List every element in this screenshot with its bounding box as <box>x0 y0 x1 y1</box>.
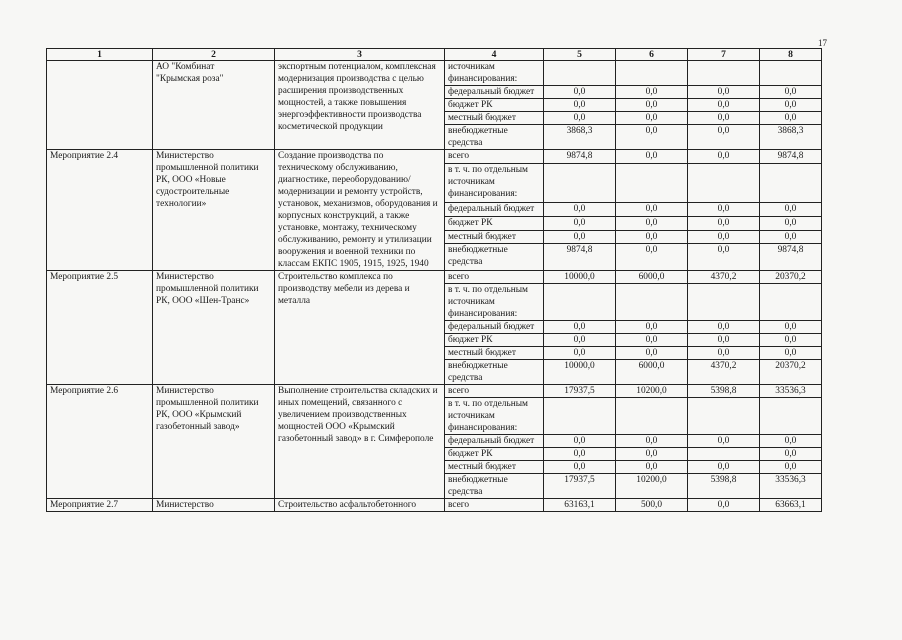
funding-source-label: бюджет РК <box>445 334 544 347</box>
value-cell-7: 5398,8 <box>688 474 760 499</box>
value-cell-8: 0,0 <box>760 216 822 230</box>
funding-source-label: местный бюджет <box>445 347 544 360</box>
funding-source-label: всего <box>445 385 544 398</box>
funding-source-label: всего <box>445 499 544 512</box>
value-cell-5: 3868,3 <box>544 125 616 150</box>
value-cell-6: 0,0 <box>616 216 688 230</box>
value-cell-5: 0,0 <box>544 112 616 125</box>
table-row <box>47 271 822 284</box>
value-cell-5 <box>544 398 616 435</box>
value-cell-7: 0,0 <box>688 334 760 347</box>
value-cell-6: 0,0 <box>616 230 688 244</box>
value-cell-5 <box>544 284 616 321</box>
description-cell: Выполнение строительства складских и иных помещений, связанного с увеличением производственных мощностей ООО «Крымский газобетонный завод» в г. Симферополе <box>275 385 445 499</box>
value-cell-8: 0,0 <box>760 321 822 334</box>
value-cell-7: 0,0 <box>688 499 760 512</box>
value-cell-8: 0,0 <box>760 112 822 125</box>
activity-cell <box>47 61 153 150</box>
value-cell-5: 0,0 <box>544 321 616 334</box>
value-cell-5: 9874,8 <box>544 150 616 164</box>
executor-cell: Министерство промышленной политики РК, ООО «Крымский газобетонный завод» <box>153 385 275 499</box>
value-cell-8: 0,0 <box>760 435 822 448</box>
value-cell-6: 6000,0 <box>616 271 688 284</box>
description-cell: Строительство асфальтобетонного <box>275 499 445 512</box>
value-cell-8: 20370,2 <box>760 271 822 284</box>
value-cell-6 <box>616 61 688 86</box>
funding-source-label: источникам финансирования: <box>445 61 544 86</box>
value-cell-7 <box>688 284 760 321</box>
value-cell-5: 0,0 <box>544 230 616 244</box>
value-cell-5: 0,0 <box>544 347 616 360</box>
header-col-3: 3 <box>275 49 445 61</box>
table-row <box>47 61 822 86</box>
value-cell-8: 0,0 <box>760 461 822 474</box>
value-cell-8 <box>760 61 822 86</box>
value-cell-7: 0,0 <box>688 230 760 244</box>
description-cell: Создание производства по техническому обслуживанию, диагностике, переоборудованию/модернизации и ремонту устройств, установок, механизмов, оборудования и корпусных конструкций, а также установке, монтажу, техническому обслуживанию, ремонту и утилизации вооружения и военной техники по классам ЕКПС 1905, 1915, 1925, 1940 <box>275 150 445 271</box>
funding-table <box>46 48 822 512</box>
value-cell-7: 5398,8 <box>688 385 760 398</box>
value-cell-8: 0,0 <box>760 99 822 112</box>
value-cell-8 <box>760 284 822 321</box>
value-cell-8: 0,0 <box>760 334 822 347</box>
funding-source-label: внебюджетные средства <box>445 125 544 150</box>
value-cell-8: 20370,2 <box>760 360 822 385</box>
value-cell-5: 17937,5 <box>544 474 616 499</box>
value-cell-6: 0,0 <box>616 321 688 334</box>
activity-cell: Мероприятие 2.6 <box>47 385 153 499</box>
value-cell-5: 0,0 <box>544 448 616 461</box>
value-cell-8: 0,0 <box>760 230 822 244</box>
value-cell-6 <box>616 398 688 435</box>
value-cell-6: 0,0 <box>616 203 688 217</box>
executor-cell: Министерство <box>153 499 275 512</box>
value-cell-7: 0,0 <box>688 125 760 150</box>
funding-source-label: бюджет РК <box>445 448 544 461</box>
value-cell-6: 0,0 <box>616 334 688 347</box>
value-cell-8: 9874,8 <box>760 244 822 271</box>
value-cell-7: 0,0 <box>688 86 760 99</box>
value-cell-6: 6000,0 <box>616 360 688 385</box>
value-cell-7 <box>688 398 760 435</box>
funding-source-label: федеральный бюджет <box>445 435 544 448</box>
value-cell-6: 0,0 <box>616 99 688 112</box>
table-body <box>47 61 822 512</box>
funding-source-label: местный бюджет <box>445 112 544 125</box>
value-cell-6: 0,0 <box>616 461 688 474</box>
value-cell-7: 4370,2 <box>688 271 760 284</box>
value-cell-6: 0,0 <box>616 125 688 150</box>
value-cell-7: 0,0 <box>688 321 760 334</box>
header-col-4: 4 <box>445 49 544 61</box>
value-cell-5: 0,0 <box>544 216 616 230</box>
value-cell-6 <box>616 163 688 202</box>
funding-source-label: в т. ч. по отдельным источникам финансирования: <box>445 398 544 435</box>
value-cell-8 <box>760 398 822 435</box>
description-cell: экспортным потенциалом, комплексная модернизация производства с целью расширения производственных мощностей, а также повышения энергоэффективности производства косметической продукции <box>275 61 445 150</box>
value-cell-8: 33536,3 <box>760 385 822 398</box>
value-cell-5: 9874,8 <box>544 244 616 271</box>
funding-source-label: местный бюджет <box>445 230 544 244</box>
header-col-6: 6 <box>616 49 688 61</box>
page-number: 17 <box>818 38 827 48</box>
value-cell-8: 0,0 <box>760 86 822 99</box>
value-cell-8: 0,0 <box>760 347 822 360</box>
value-cell-5: 10000,0 <box>544 271 616 284</box>
value-cell-7: 0,0 <box>688 150 760 164</box>
value-cell-6: 0,0 <box>616 448 688 461</box>
value-cell-7: 0,0 <box>688 112 760 125</box>
activity-cell: Мероприятие 2.4 <box>47 150 153 271</box>
value-cell-5 <box>544 61 616 86</box>
value-cell-6: 0,0 <box>616 435 688 448</box>
value-cell-7: 0,0 <box>688 99 760 112</box>
value-cell-8: 0,0 <box>760 448 822 461</box>
value-cell-5: 0,0 <box>544 99 616 112</box>
value-cell-7: 0,0 <box>688 461 760 474</box>
value-cell-6: 0,0 <box>616 150 688 164</box>
value-cell-5 <box>544 163 616 202</box>
value-cell-6: 0,0 <box>616 86 688 99</box>
funding-source-label: бюджет РК <box>445 99 544 112</box>
value-cell-8: 33536,3 <box>760 474 822 499</box>
value-cell-8: 0,0 <box>760 203 822 217</box>
activity-cell: Мероприятие 2.5 <box>47 271 153 385</box>
activity-cell: Мероприятие 2.7 <box>47 499 153 512</box>
value-cell-6: 10200,0 <box>616 385 688 398</box>
funding-source-label: всего <box>445 150 544 164</box>
value-cell-7: 0,0 <box>688 216 760 230</box>
value-cell-5: 10000,0 <box>544 360 616 385</box>
value-cell-8: 63663,1 <box>760 499 822 512</box>
executor-cell: Министерство промышленной политики РК, ООО «Новые судостроительные технологии» <box>153 150 275 271</box>
value-cell-6: 0,0 <box>616 112 688 125</box>
executor-cell: Министерство промышленной политики РК, ООО «Шен-Транс» <box>153 271 275 385</box>
funding-source-label: внебюджетные средства <box>445 360 544 385</box>
funding-source-label: федеральный бюджет <box>445 321 544 334</box>
value-cell-5: 0,0 <box>544 435 616 448</box>
value-cell-5: 0,0 <box>544 334 616 347</box>
funding-source-label: местный бюджет <box>445 461 544 474</box>
value-cell-7: 4370,2 <box>688 360 760 385</box>
value-cell-6: 0,0 <box>616 244 688 271</box>
header-col-1: 1 <box>47 49 153 61</box>
description-cell: Строительство комплекса по производству мебели из дерева и металла <box>275 271 445 385</box>
funding-source-label: внебюджетные средства <box>445 244 544 271</box>
value-cell-5: 63163,1 <box>544 499 616 512</box>
value-cell-8: 3868,3 <box>760 125 822 150</box>
header-row <box>47 49 822 61</box>
value-cell-7 <box>688 448 760 461</box>
value-cell-7: 0,0 <box>688 435 760 448</box>
value-cell-7: 0,0 <box>688 244 760 271</box>
funding-source-label: федеральный бюджет <box>445 86 544 99</box>
value-cell-6 <box>616 284 688 321</box>
value-cell-6: 10200,0 <box>616 474 688 499</box>
value-cell-7: 0,0 <box>688 203 760 217</box>
table-row <box>47 385 822 398</box>
value-cell-8 <box>760 163 822 202</box>
value-cell-5: 0,0 <box>544 461 616 474</box>
funding-source-label: в т. ч. по отдельным источникам финансирования: <box>445 284 544 321</box>
value-cell-7 <box>688 61 760 86</box>
value-cell-5: 0,0 <box>544 86 616 99</box>
table-row <box>47 499 822 512</box>
header-col-2: 2 <box>153 49 275 61</box>
value-cell-7 <box>688 163 760 202</box>
funding-source-label: бюджет РК <box>445 216 544 230</box>
value-cell-6: 0,0 <box>616 347 688 360</box>
header-col-7: 7 <box>688 49 760 61</box>
value-cell-6: 500,0 <box>616 499 688 512</box>
funding-source-label: в т. ч. по отдельным источникам финансирования: <box>445 163 544 202</box>
funding-source-label: всего <box>445 271 544 284</box>
executor-cell: АО "Комбинат "Крымская роза" <box>153 61 275 150</box>
header-col-8: 8 <box>760 49 822 61</box>
funding-source-label: федеральный бюджет <box>445 203 544 217</box>
table-row <box>47 150 822 164</box>
funding-source-label: внебюджетные средства <box>445 474 544 499</box>
value-cell-5: 17937,5 <box>544 385 616 398</box>
value-cell-7: 0,0 <box>688 347 760 360</box>
value-cell-8: 9874,8 <box>760 150 822 164</box>
header-col-5: 5 <box>544 49 616 61</box>
value-cell-5: 0,0 <box>544 203 616 217</box>
